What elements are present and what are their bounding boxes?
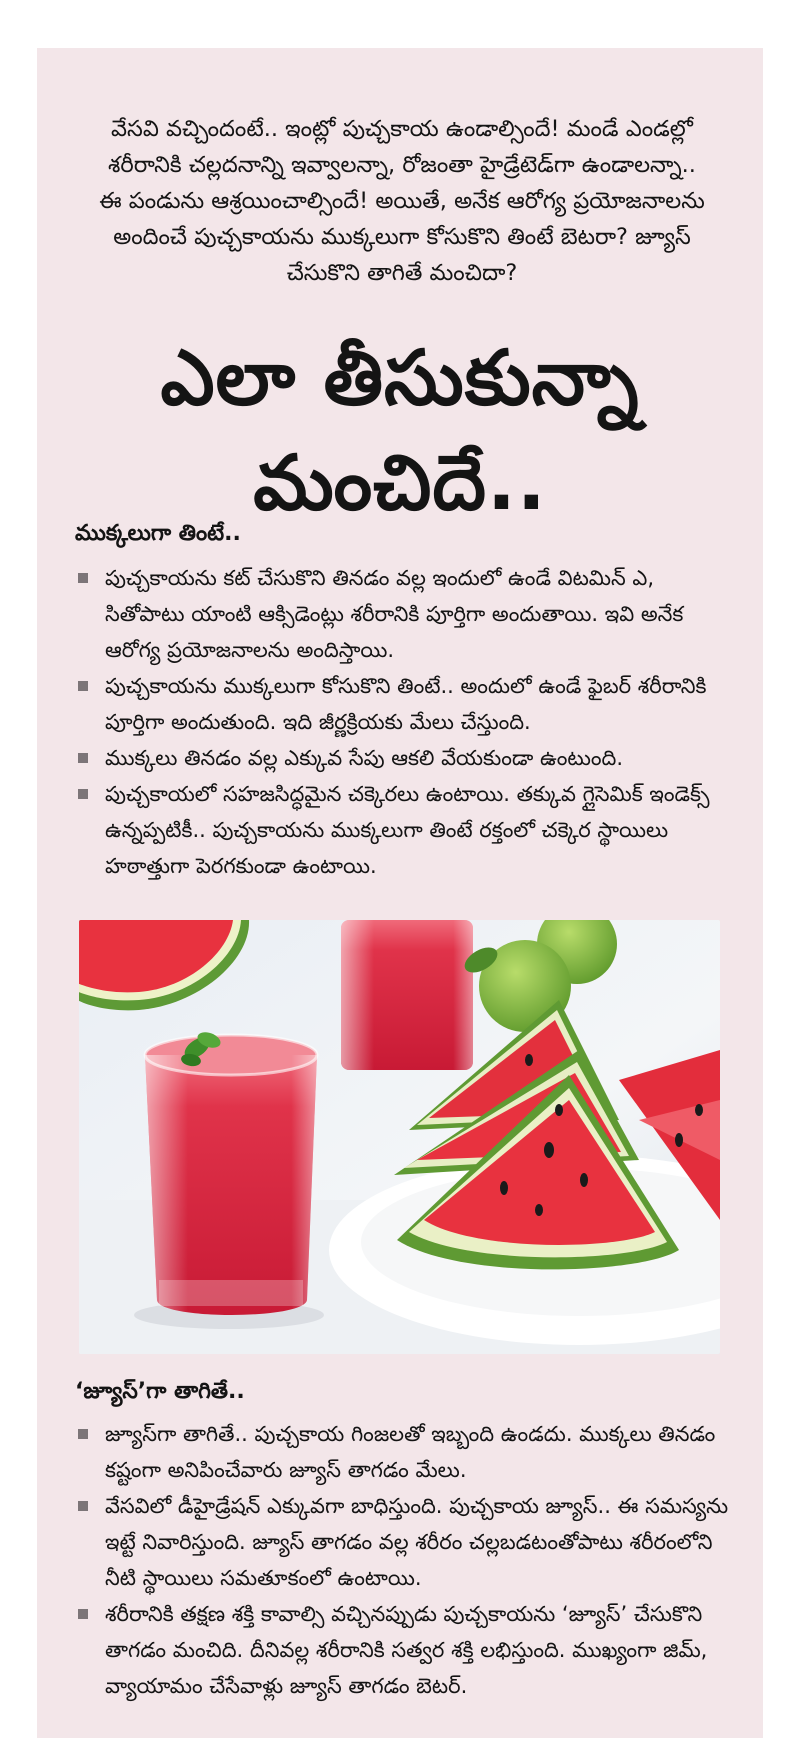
headline-line-2: మంచిదే.. — [253, 438, 547, 527]
section-heading-eating: ముక్కలుగా తింటే.. — [75, 521, 241, 546]
list-item-text: పుచ్చకాయలో సహజసిద్ధమైన చక్కెరలు ఉంటాయి. తక్కువ గ్లైసెమిక్ ఇండెక్స్ ఉన్నప్పటికీ.. పుచ్చకాయను ముక్కలుగా తింటే రక్తంలో చక్కెర స్థాయిలు హఠాత్తుగా పెరగకుండా ఉంటాయి. — [105, 782, 710, 878]
bullet-list-juice — [75, 1416, 730, 1704]
list-item — [75, 776, 730, 884]
bullet-list-eating — [75, 560, 730, 884]
list-item — [75, 1488, 730, 1596]
bullet-square-icon — [78, 1501, 88, 1511]
bullet-square-icon — [78, 1429, 88, 1439]
list-item — [75, 1596, 730, 1704]
bullet-square-icon — [78, 753, 88, 763]
list-item-text: పుచ్చకాయను కట్ చేసుకొని తినడం వల్ల ఇందులో ఉండే విటమిన్ ఎ, సితోపాటు యాంటి ఆక్సిడెంట్లు శరీరానికి పూర్తిగా అందుతాయి. ఇవి అనేక ఆరోగ్య ప్రయోజనాలను అందిస్తాయి. — [105, 566, 684, 662]
list-item — [75, 668, 730, 740]
list-item — [75, 1416, 730, 1488]
intro-paragraph: వేసవి వచ్చిందంటే.. ఇంట్లో పుచ్చకాయ ఉండాల్సిందే! మండే ఎండల్లో శరీరానికి చల్లదనాన్ని ఇవ్వాలన్నా, రోజంతా హైడ్రేటెడ్‌గా ఉండాలన్నా.. ఈ పండును ఆశ్రయించాల్సిందే! అయితే, అనేక ఆరోగ్య ప్రయోజనాలను అందించే పుచ్చకాయను ముక్కలుగా కోసుకొని తింటే బెటరా? జ్యూస్ చేసుకొని తాగితే మంచిదా? — [99, 115, 705, 286]
bullet-square-icon — [78, 681, 88, 691]
watermelon-juice-illustration — [79, 920, 720, 1354]
list-item-text: వేసవిలో డీహైడ్రేషన్ ఎక్కువగా బాధిస్తుంది. పుచ్చకాయ జ్యూస్.. ఈ సమస్యను ఇట్టే నివారిస్తుంది. జ్యూస్ తాగడం వల్ల శరీరం చల్లబడటంతోపాటు శరీరంలోని నీటి స్థాయిలు సమతూకంలో ఉంటాయి. — [105, 1494, 729, 1590]
bullet-square-icon — [78, 789, 88, 799]
bullet-square-icon — [78, 573, 88, 583]
watermelon-juice-photo — [79, 920, 720, 1354]
list-item-text: ముక్కలు తినడం వల్ల ఎక్కువ సేపు ఆకలి వేయకుండా ఉంటుంది. — [105, 746, 624, 770]
list-item-text: జ్యూస్‌గా తాగితే.. పుచ్చకాయ గింజలతో ఇబ్బంది ఉండదు. ముక్కలు తినడం కష్టంగా అనిపించేవారు జ్యూస్ తాగడం మేలు. — [105, 1422, 716, 1482]
list-item-text: పుచ్చకాయను ముక్కలుగా కోసుకొని తింటే.. అందులో ఉండే ఫైబర్ శరీరానికి పూర్తిగా అందుతుంది. ఇది జీర్ణక్రియకు మేలు చేస్తుంది. — [105, 674, 707, 734]
article-card — [37, 48, 763, 1738]
list-item — [75, 740, 730, 776]
section-heading-juice: ‘జ్యూస్’గా తాగితే.. — [75, 1379, 245, 1404]
list-item-text: శరీరానికి తక్షణ శక్తి కావాల్సి వచ్చినప్పుడు పుచ్చకాయను ‘జ్యూస్’ చేసుకొని తాగడం మంచిది. దీనివల్ల శరీరానికి సత్వర శక్తి లభిస్తుంది. ముఖ్యంగా జిమ్, వ్యాయామం చేసేవాళ్లు జ్యూస్ తాగడం బెటర్. — [105, 1602, 708, 1698]
headline-line-1: ఎలా తీసుకున్నా — [160, 333, 640, 422]
bullet-square-icon — [78, 1609, 88, 1619]
list-item — [75, 560, 730, 668]
